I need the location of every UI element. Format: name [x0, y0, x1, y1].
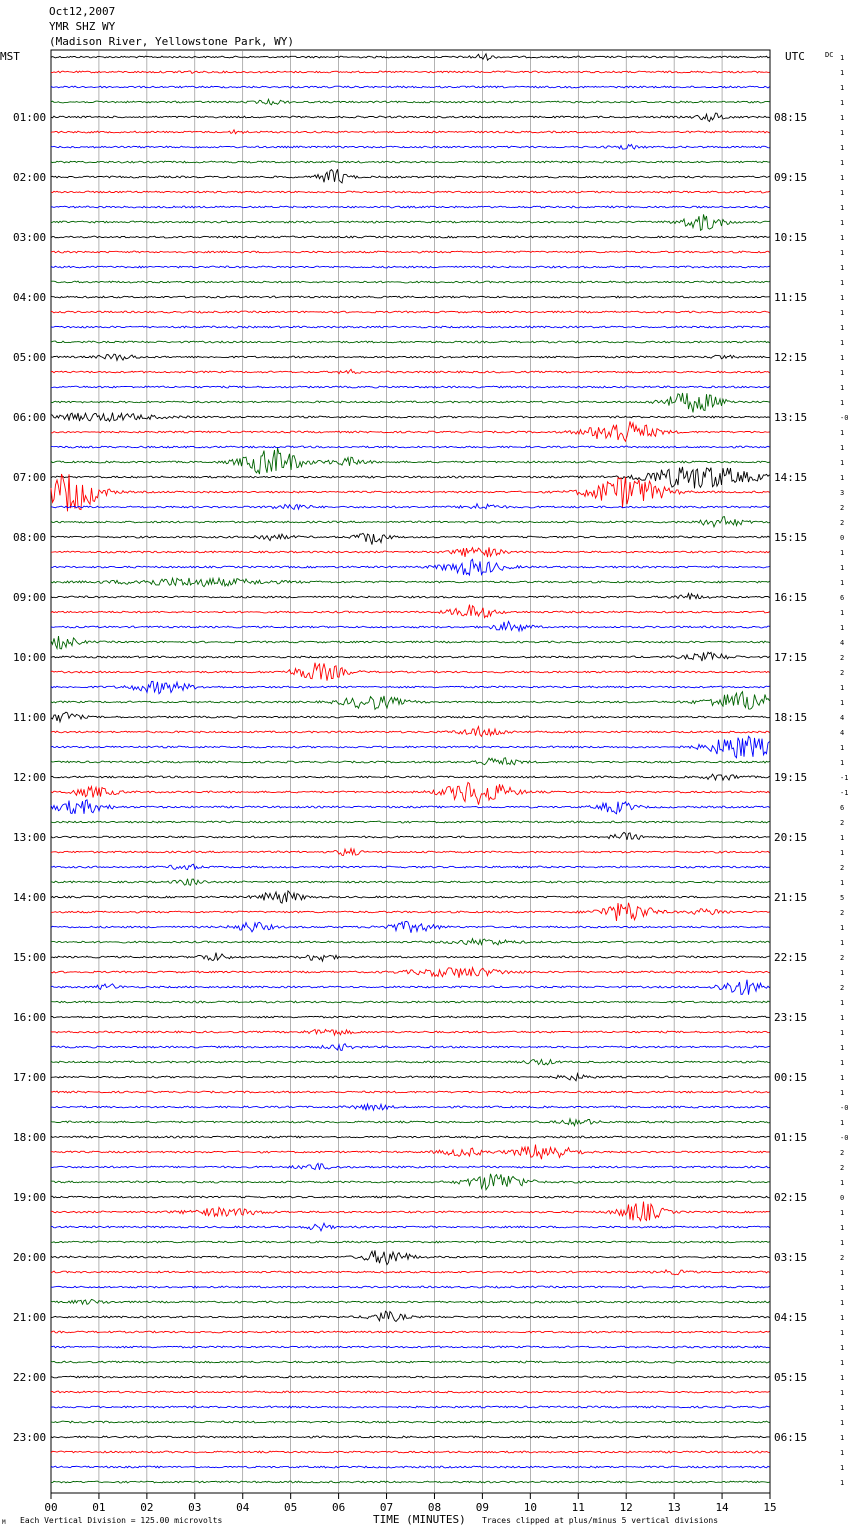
dc-offset-label: 1: [840, 699, 845, 707]
x-tick-label: 00: [44, 1501, 58, 1514]
dc-offset-label: 3: [840, 489, 845, 497]
trace-line-red: [51, 727, 770, 737]
dc-offset-label: 1: [840, 294, 845, 302]
trace-line-red: [51, 1145, 770, 1160]
trace-line-black: [51, 832, 770, 839]
dc-offset-label: 2: [840, 909, 845, 917]
right-hour-label: 23:15: [774, 1011, 808, 1024]
trace-line-black: [51, 1376, 770, 1378]
dc-offset-label: 2: [840, 669, 845, 677]
dc-offset-label: 1: [840, 129, 845, 137]
dc-offset-label: 1: [840, 579, 845, 587]
right-hour-label: 02:15: [774, 1191, 808, 1204]
trace-line-blue: [51, 864, 770, 869]
dc-offset-label: 1: [840, 1014, 845, 1022]
dc-offset-label: -1: [840, 789, 849, 797]
dc-offset-label: 1: [840, 249, 845, 257]
dc-offset-label: 1: [840, 834, 845, 842]
left-hour-label: 01:00: [13, 111, 47, 124]
dc-offset-label: 1: [840, 1074, 845, 1082]
right-hour-label: 13:15: [774, 411, 808, 424]
trace-line-green: [51, 879, 770, 886]
trace-line-blue: [51, 386, 770, 388]
left-hour-label: 03:00: [13, 231, 47, 244]
dc-offset-label: 1: [840, 1344, 845, 1352]
dc-offset-label: 1: [840, 264, 845, 272]
trace-line-red: [51, 251, 770, 253]
dc-offset-label: 2: [840, 1254, 845, 1262]
dc-offset-label: 1: [840, 234, 845, 242]
right-hour-label: 08:15: [774, 111, 808, 124]
trace-line-blue: [51, 446, 770, 448]
trace-line-blue: [51, 326, 770, 328]
trace-line-green: [51, 393, 770, 413]
dc-offset-label: 0: [840, 1194, 845, 1202]
right-hour-label: 05:15: [774, 1371, 808, 1384]
trace-line-green: [51, 1421, 770, 1423]
trace-line-green: [51, 758, 770, 765]
left-hour-label: 12:00: [13, 771, 47, 784]
trace-line-blue: [51, 621, 770, 631]
dc-offset-label: 2: [840, 819, 845, 827]
dc-offset-label: 1: [840, 399, 845, 407]
left-hour-label: 17:00: [13, 1071, 47, 1084]
trace-line-blue: [51, 86, 770, 88]
x-tick-label: 15: [763, 1501, 777, 1514]
trace-line-black: [51, 296, 770, 298]
trace-line-blue: [51, 681, 770, 693]
trace-line-red: [51, 1451, 770, 1453]
trace-line-red: [51, 605, 770, 618]
dc-offset-label: 1: [840, 459, 845, 467]
x-tick-label: 08: [427, 1501, 442, 1514]
dc-offset-label: 1: [840, 684, 845, 692]
trace-line-black: [51, 1196, 770, 1198]
dc-offset-label: 6: [840, 594, 845, 602]
dc-offset-label: 1: [840, 204, 845, 212]
trace-line-black: [51, 169, 770, 183]
dc-offset-label: 1: [840, 1239, 845, 1247]
right-hour-label: 03:15: [774, 1251, 808, 1264]
trace-line-blue: [51, 1163, 770, 1169]
dc-offset-label: 1: [840, 84, 845, 92]
trace-line-blue: [51, 800, 770, 814]
trace-line-black: [51, 413, 770, 422]
right-hour-label: 10:15: [774, 231, 808, 244]
dc-offset-label: -0: [840, 1104, 849, 1112]
dc-offset-label: 1: [840, 1299, 845, 1307]
left-hour-label: 02:00: [13, 171, 47, 184]
left-hour-label: 11:00: [13, 711, 47, 724]
trace-line-red: [51, 1202, 770, 1221]
left-hour-label: 18:00: [13, 1131, 47, 1144]
x-axis-title: TIME (MINUTES): [373, 1513, 466, 1526]
right-hour-label: 15:15: [774, 531, 808, 544]
trace-line-blue: [51, 1104, 770, 1111]
left-hour-label: 05:00: [13, 351, 47, 364]
trace-line-red: [51, 663, 770, 681]
dc-offset-label: 1: [840, 879, 845, 887]
dc-offset-label: 2: [840, 504, 845, 512]
trace-line-blue: [51, 736, 770, 758]
trace-line-green: [51, 517, 770, 527]
trace-line-red: [51, 191, 770, 193]
trace-line-green: [51, 1119, 770, 1126]
dc-offset-label: 1: [840, 1359, 845, 1367]
right-hour-label: 12:15: [774, 351, 808, 364]
trace-line-red: [51, 369, 770, 373]
trace-line-black: [51, 774, 770, 780]
dc-offset-label: 1: [840, 54, 845, 62]
dc-offset-label: 1: [840, 1044, 845, 1052]
x-tick-label: 07: [379, 1501, 394, 1514]
dc-offset-label: 1: [840, 219, 845, 227]
right-hour-label: 09:15: [774, 171, 808, 184]
trace-line-red: [51, 849, 770, 856]
right-hour-label: 00:15: [774, 1071, 808, 1084]
left-hour-label: 23:00: [13, 1431, 47, 1444]
dc-offset-label: 1: [840, 309, 845, 317]
dc-offset-label: 1: [840, 1404, 845, 1412]
dc-offset-label: 2: [840, 1164, 845, 1172]
left-hour-label: 06:00: [13, 411, 47, 424]
left-hour-label: 19:00: [13, 1191, 47, 1204]
dc-offset-label: 2: [840, 984, 845, 992]
dc-offset-label: 6: [840, 804, 845, 812]
trace-line-blue: [51, 921, 770, 932]
trace-line-red: [51, 1270, 770, 1275]
dc-offset-label: -0: [840, 1134, 849, 1142]
x-tick-label: 12: [619, 1501, 633, 1514]
dc-offset-label: 1: [840, 1179, 845, 1187]
trace-line-blue: [51, 1346, 770, 1348]
left-hour-label: 15:00: [13, 951, 47, 964]
trace-line-red: [51, 1091, 770, 1093]
x-tick-label: 02: [140, 1501, 154, 1514]
trace-line-blue: [51, 145, 770, 150]
dc-offset-label: 1: [840, 174, 845, 182]
trace-line-red: [51, 547, 770, 557]
x-tick-label: 13: [667, 1501, 681, 1514]
left-hour-label: 16:00: [13, 1011, 47, 1024]
trace-line-black: [51, 1436, 770, 1438]
dc-offset-label: 1: [840, 549, 845, 557]
dc-offset-label: 1: [840, 1449, 845, 1457]
x-tick-label: 06: [331, 1501, 346, 1514]
dc-offset-label: 1: [840, 1284, 845, 1292]
dc-offset-label: 2: [840, 1149, 845, 1157]
dc-offset-label: 1: [840, 1434, 845, 1442]
right-hour-label: 22:15: [774, 951, 808, 964]
x-tick-label: 05: [284, 1501, 298, 1514]
right-hour-label: 11:15: [774, 291, 808, 304]
dc-offset-label: 1: [840, 1269, 845, 1277]
dc-offset-label: 1: [840, 339, 845, 347]
dc-offset-label: 1: [840, 159, 845, 167]
dc-offset-label: 1: [840, 369, 845, 377]
x-tick-label: 09: [475, 1501, 490, 1514]
trace-line-black: [51, 1250, 770, 1264]
dc-offset-label: 5: [840, 894, 845, 902]
trace-line-green: [51, 1241, 770, 1243]
dc-offset-label: 1: [840, 1119, 845, 1127]
trace-line-blue: [51, 266, 770, 268]
dc-offset-label: 1: [840, 1314, 845, 1322]
dc-offset-label: 1: [840, 474, 845, 482]
trace-line-black: [51, 1016, 770, 1018]
trace-line-green: [51, 341, 770, 343]
x-tick-label: 11: [571, 1501, 585, 1514]
dc-offset-label: 1: [840, 144, 845, 152]
trace-line-blue: [51, 504, 770, 510]
dc-offset-label: 1: [840, 1089, 845, 1097]
dc-label: DC: [825, 51, 834, 59]
dc-offset-label: 1: [840, 429, 845, 437]
dc-offset-label: 1: [840, 969, 845, 977]
dc-offset-label: 1: [840, 744, 845, 752]
trace-line-black: [51, 891, 770, 903]
trace-line-red: [51, 1029, 770, 1035]
scale-note: Each Vertical Division = 125.00 microvolts: [20, 1516, 223, 1525]
dc-offset-label: 1: [840, 1059, 845, 1067]
dc-offset-label: -1: [840, 774, 849, 782]
x-tick-label: 10: [523, 1501, 537, 1514]
left-hour-label: 08:00: [13, 531, 47, 544]
right-hour-label: 18:15: [774, 711, 808, 724]
trace-line-red: [51, 1331, 770, 1333]
dc-offset-label: 1: [840, 69, 845, 77]
x-tick-label: 04: [236, 1501, 250, 1514]
trace-line-black: [51, 354, 770, 360]
dc-offset-label: 1: [840, 564, 845, 572]
dc-offset-label: 1: [840, 1374, 845, 1382]
trace-line-green: [51, 1481, 770, 1483]
dc-offset-label: 1: [840, 1329, 845, 1337]
trace-line-red: [51, 968, 770, 978]
dc-offset-label: 1: [840, 99, 845, 107]
trace-line-green: [51, 1001, 770, 1003]
trace-line-green: [51, 281, 770, 283]
right-hour-label: 17:15: [774, 651, 808, 664]
dc-offset-label: 1: [840, 609, 845, 617]
dc-offset-label: 1: [840, 279, 845, 287]
trace-line-green: [51, 99, 770, 105]
trace-line-black: [51, 54, 770, 60]
right-hour-label: 19:15: [774, 771, 808, 784]
trace-line-green: [51, 1361, 770, 1363]
dc-offset-label: 4: [840, 639, 845, 647]
trace-line-red: [51, 1391, 770, 1393]
dc-offset-label: 1: [840, 849, 845, 857]
trace-line-red: [51, 130, 770, 134]
trace-line-green: [51, 214, 770, 230]
trace-line-red: [51, 421, 770, 441]
trace-line-red: [51, 311, 770, 313]
dc-offset-label: 1: [840, 189, 845, 197]
trace-line-blue: [51, 206, 770, 208]
dc-offset-label: 1: [840, 1419, 845, 1427]
trace-group: [51, 54, 770, 1483]
dc-offset-label: -0: [840, 414, 849, 422]
dc-offset-label: 2: [840, 954, 845, 962]
left-hour-label: 20:00: [13, 1251, 47, 1264]
trace-line-green: [51, 1174, 770, 1190]
dc-offset-label: 1: [840, 939, 845, 947]
trace-line-black: [51, 1136, 770, 1138]
trace-line-black: [51, 652, 770, 661]
dc-offset-label: 1: [840, 354, 845, 362]
right-hour-label: 06:15: [774, 1431, 808, 1444]
trace-line-black: [51, 953, 770, 962]
trace-line-green: [51, 578, 770, 587]
trace-line-blue: [51, 1044, 770, 1051]
trace-line-blue: [51, 1286, 770, 1288]
trace-line-red: [51, 903, 770, 921]
left-hour-label: 09:00: [13, 591, 47, 604]
left-hour-label: 21:00: [13, 1311, 47, 1324]
dc-offset-label: 1: [840, 1209, 845, 1217]
chart-station: YMR SHZ WY: [49, 20, 116, 33]
trace-line-black: [51, 113, 770, 121]
x-tick-label: 14: [715, 1501, 729, 1514]
trace-line-green: [51, 636, 770, 649]
trace-line-red: [51, 782, 770, 804]
left-hour-label: 07:00: [13, 471, 47, 484]
trace-line-black: [51, 1074, 770, 1081]
trace-line-black: [51, 533, 770, 544]
left-hour-label: 13:00: [13, 831, 47, 844]
dc-offset-label: 1: [840, 1479, 845, 1487]
trace-line-black: [51, 467, 770, 489]
trace-line-green: [51, 939, 770, 945]
trace-line-blue: [51, 1223, 770, 1231]
chart-date: Oct12,2007: [49, 5, 116, 18]
dc-offset-label: 1: [840, 1224, 845, 1232]
dc-offset-label: 2: [840, 864, 845, 872]
right-hour-label: 20:15: [774, 831, 808, 844]
dc-offset-label: 4: [840, 729, 845, 737]
dc-offset-label: 1: [840, 1464, 845, 1472]
trace-line-blue: [51, 980, 770, 995]
chart-location: (Madison River, Yellowstone Park, WY): [49, 35, 295, 48]
dc-offset-label: 0: [840, 534, 845, 542]
trace-line-red: [51, 474, 770, 511]
dc-offset-label: 4: [840, 714, 845, 722]
dc-offset-label: 2: [840, 519, 845, 527]
right-hour-label: 04:15: [774, 1311, 808, 1324]
trace-line-green: [51, 1060, 770, 1065]
clip-note: Traces clipped at plus/minus 5 vertical divisions: [482, 1516, 719, 1525]
corner-mark: M: [2, 1519, 6, 1526]
left-hour-label: 04:00: [13, 291, 47, 304]
left-hour-label: 14:00: [13, 891, 47, 904]
x-axis: [44, 1493, 776, 1514]
dc-offset-label: 1: [840, 1029, 845, 1037]
dc-offset-label: 1: [840, 114, 845, 122]
trace-line-blue: [51, 559, 770, 575]
x-tick-label: 01: [92, 1501, 106, 1514]
dc-offset-label: 1: [840, 759, 845, 767]
dc-offset-label: 1: [840, 444, 845, 452]
trace-line-green: [51, 161, 770, 163]
trace-line-blue: [51, 1466, 770, 1468]
left-hour-label: 10:00: [13, 651, 47, 664]
dc-offset-label: 1: [840, 924, 845, 932]
x-tick-label: 03: [188, 1501, 202, 1514]
trace-line-black: [51, 1311, 770, 1321]
left-hour-label: 22:00: [13, 1371, 47, 1384]
right-hour-label: 01:15: [774, 1131, 808, 1144]
dc-offset-label: 1: [840, 1389, 845, 1397]
left-timezone-label: MST: [0, 50, 20, 63]
trace-line-red: [51, 71, 770, 74]
dc-offset-label: 1: [840, 624, 845, 632]
trace-line-black: [51, 712, 770, 722]
dc-offset-label: 1: [840, 999, 845, 1007]
trace-line-green: [51, 1299, 770, 1304]
dc-offset-label: 1: [840, 324, 845, 332]
trace-line-blue: [51, 1406, 770, 1408]
dc-offset-label: 2: [840, 654, 845, 662]
right-hour-label: 16:15: [774, 591, 808, 604]
trace-line-black: [51, 594, 770, 600]
trace-line-green: [51, 821, 770, 823]
right-hour-label: 21:15: [774, 891, 808, 904]
dc-offset-label: 1: [840, 384, 845, 392]
right-hour-label: 14:15: [774, 471, 808, 484]
trace-line-black: [51, 236, 770, 238]
right-timezone-label: UTC: [785, 50, 805, 63]
